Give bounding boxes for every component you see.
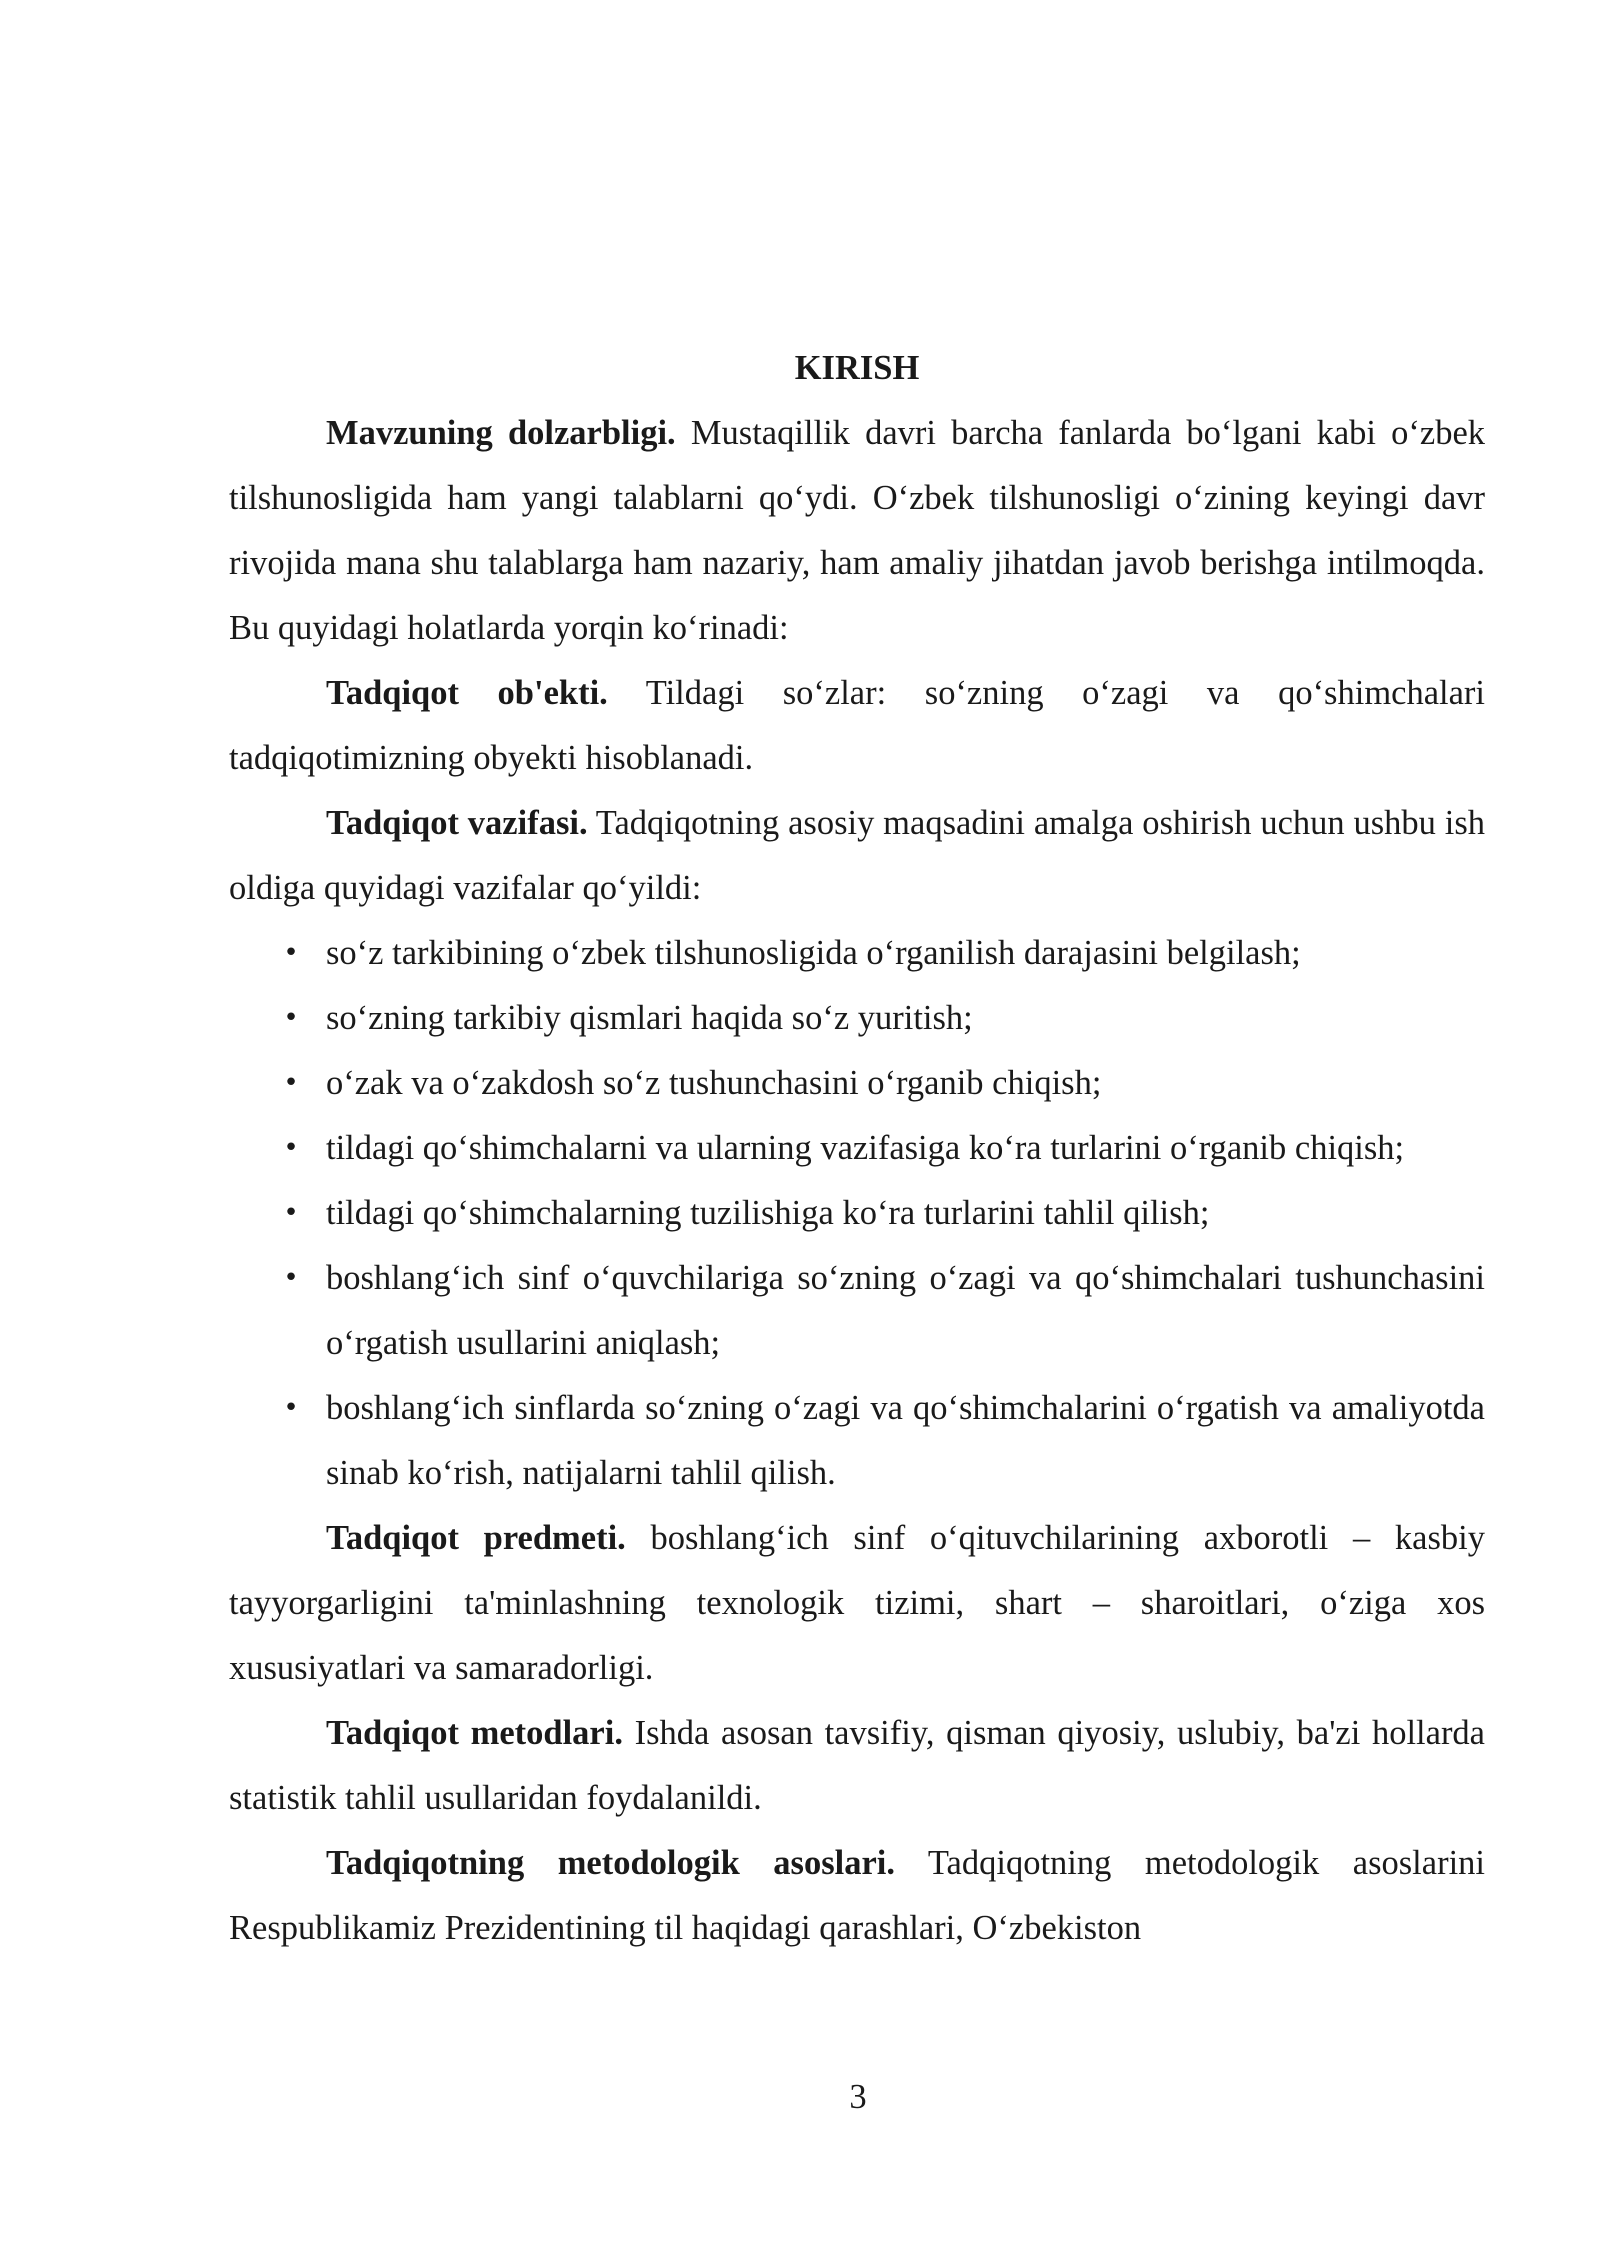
bullet-icon: •: [283, 1263, 299, 1293]
list-item-text: boshlangʻich sinf oʻquvchilariga soʻzning oʻzagi va qoʻshimchalari tushunchasini oʻrgatish usullarini aniqlash;: [326, 1259, 1485, 1362]
list-item-text: soʻz tarkibining oʻzbek tilshunosligida oʻrganilish darajasini belgilash;: [326, 934, 1301, 972]
list-item: [229, 1246, 1485, 1376]
list-item: [229, 921, 1485, 986]
list-item-text: soʻzning tarkibiy qismlari haqida soʻz yuritish;: [326, 999, 973, 1037]
bullet-icon: •: [283, 1003, 299, 1033]
list-item-text: oʻzak va oʻzakdosh soʻz tushunchasini oʻrganib chiqish;: [326, 1064, 1102, 1102]
task-list: [229, 921, 1485, 1506]
list-item: [229, 1376, 1485, 1506]
paragraph-text: boshlangʻich sinf oʻqituvchilarining axborotli – kasbiy tayyorgarligini ta'minlashning texnologik tizimi, shart – sharoitlari, oʻziga xos xususiyatlari va samaradorligi.: [229, 1519, 1485, 1687]
bullet-icon: •: [283, 1393, 299, 1423]
paragraph-methods: [229, 1701, 1485, 1831]
bullet-icon: •: [283, 938, 299, 968]
paragraph-label: Tadqiqot metodlari.: [326, 1714, 623, 1752]
paragraph-label: Tadqiqot predmeti.: [326, 1519, 626, 1557]
paragraph-object: [229, 661, 1485, 791]
list-item: [229, 1181, 1485, 1246]
list-item-text: boshlangʻich sinflarda soʻzning oʻzagi va qoʻshimchalarini oʻrgatish va amaliyotda sinab koʻrish, natijalarni tahlil qilish.: [326, 1389, 1485, 1492]
list-item: [229, 1051, 1485, 1116]
paragraph-relevance: [229, 401, 1485, 661]
page-number: 3: [849, 2078, 867, 2116]
bullet-icon: •: [283, 1068, 299, 1098]
document-page: [229, 336, 1485, 1961]
paragraph-subject: [229, 1506, 1485, 1701]
paragraph-text: Tadqiqotning asosiy maqsadini amalga oshirish uchun ushbu ish oldiga quyidagi vazifalar qoʻyildi:: [229, 804, 1485, 907]
list-item: [229, 1116, 1485, 1181]
paragraph-label: Mavzuning dolzarbligi.: [326, 414, 676, 452]
list-item: [229, 986, 1485, 1051]
bullet-icon: •: [283, 1133, 299, 1163]
paragraph-methodology: [229, 1831, 1485, 1961]
paragraph-text: Mustaqillik davri barcha fanlarda boʻlgani kabi oʻzbek tilshunosligida ham yangi talablarni qoʻydi. Oʻzbek tilshunosligi oʻzining keyingi davr rivojida mana shu talablarga ham nazariy, ham amaliy jihatdan javob berishga intilmoqda. Bu quyidagi holatlarda yorqin koʻrinadi:: [229, 414, 1486, 647]
paragraph-text: Tildagi soʻzlar: soʻzning oʻzagi va qoʻshimchalari tadqiqotimizning obyekti hisoblanadi.: [229, 674, 1485, 777]
list-item-text: tildagi qoʻshimchalarni va ularning vazifasiga koʻra turlarini oʻrganib chiqish;: [326, 1129, 1405, 1167]
paragraph-label: Tadqiqotning metodologik asoslari.: [326, 1844, 895, 1882]
paragraph-text: Ishda asosan tavsifiy, qisman qiyosiy, uslubiy, ba'zi hollarda statistik tahlil usullaridan foydalanildi.: [229, 1714, 1485, 1817]
paragraph-label: Tadqiqot ob'ekti.: [326, 674, 608, 712]
paragraph-label: Tadqiqot vazifasi.: [326, 804, 588, 842]
bullet-icon: •: [283, 1198, 299, 1228]
paragraph-text: Tadqiqotning metodologik asoslarini Respublikamiz Prezidentining til haqidagi qarashlari, Oʻzbekiston: [229, 1844, 1485, 1947]
paragraph-tasks: [229, 791, 1485, 921]
section-heading: KIRISH: [794, 349, 920, 387]
list-item-text: tildagi qoʻshimchalarning tuzilishiga koʻra turlarini tahlil qilish;: [326, 1194, 1210, 1232]
